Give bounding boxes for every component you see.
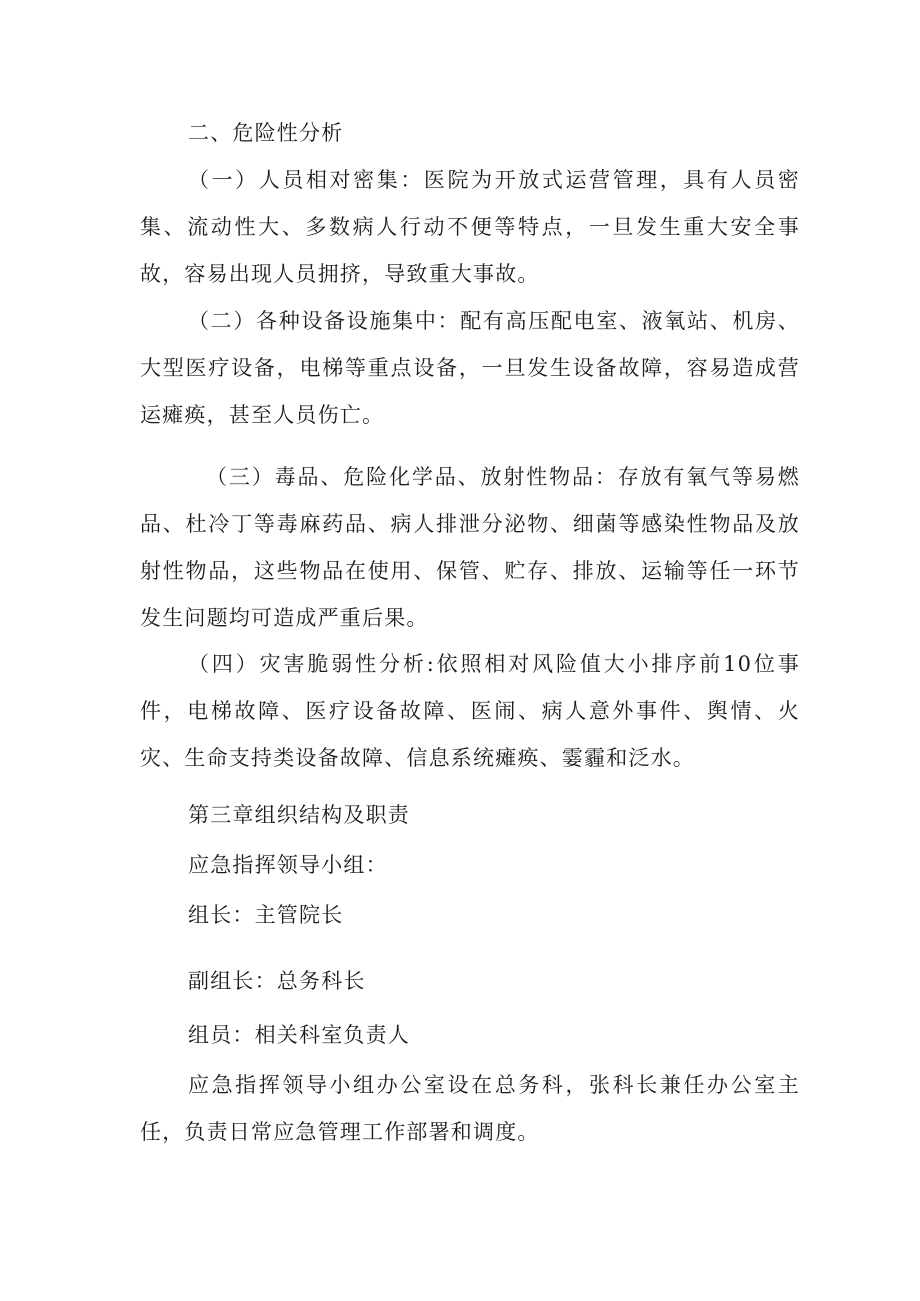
- paragraph-disaster-vulnerability: （四）灾害脆弱性分析:依照相对风险值大小排序前10位事件，电梯故障、医疗设备故障、医闹、病人意外事件、舆情、火灾、生命支持类设备故障、信息系统瘫痪、霎霾和泛水。: [140, 652, 800, 770]
- paragraph-equipment-concentration: （二）各种设备设施集中：配有高压配电室、液氧站、机房、大型医疗设备，电梯等重点设备，一旦发生设备故障，容易造成营运瘫痪，甚至人员伤亡。: [140, 309, 800, 427]
- leader-line: 组长：主管院长: [188, 903, 344, 927]
- paragraph-office-note: 应急指挥领导小组办公室设在总务科，张科长兼任办公室主任，负责日常应急管理工作部署和调度。: [140, 1073, 800, 1144]
- group-title: 应急指挥领导小组：: [188, 853, 388, 877]
- section-heading: 二、危险性分析: [188, 121, 344, 145]
- deputy-leader-line: 副组长：总务科长: [188, 969, 366, 993]
- members-line: 组员：相关科室负责人: [188, 1023, 410, 1047]
- paragraph-hazardous-materials: （三）毒品、危险化学品、放射性物品：存放有氧气等易燃品、杜冷丁等毒麻药品、病人排泄分泌物、细菌等感染性物品及放射性物品，这些物品在使用、保管、贮存、排放、运输等任一环节发生问题均可造成严重后果。: [140, 465, 800, 630]
- paragraph-personnel-density: （一）人员相对密集：医院为开放式运营管理，具有人员密集、流动性大、多数病人行动不便等特点，一旦发生重大安全事故，容易出现人员拥挤，导致重大事故。: [140, 168, 800, 286]
- chapter-heading: 第三章组织结构及职责: [188, 803, 410, 827]
